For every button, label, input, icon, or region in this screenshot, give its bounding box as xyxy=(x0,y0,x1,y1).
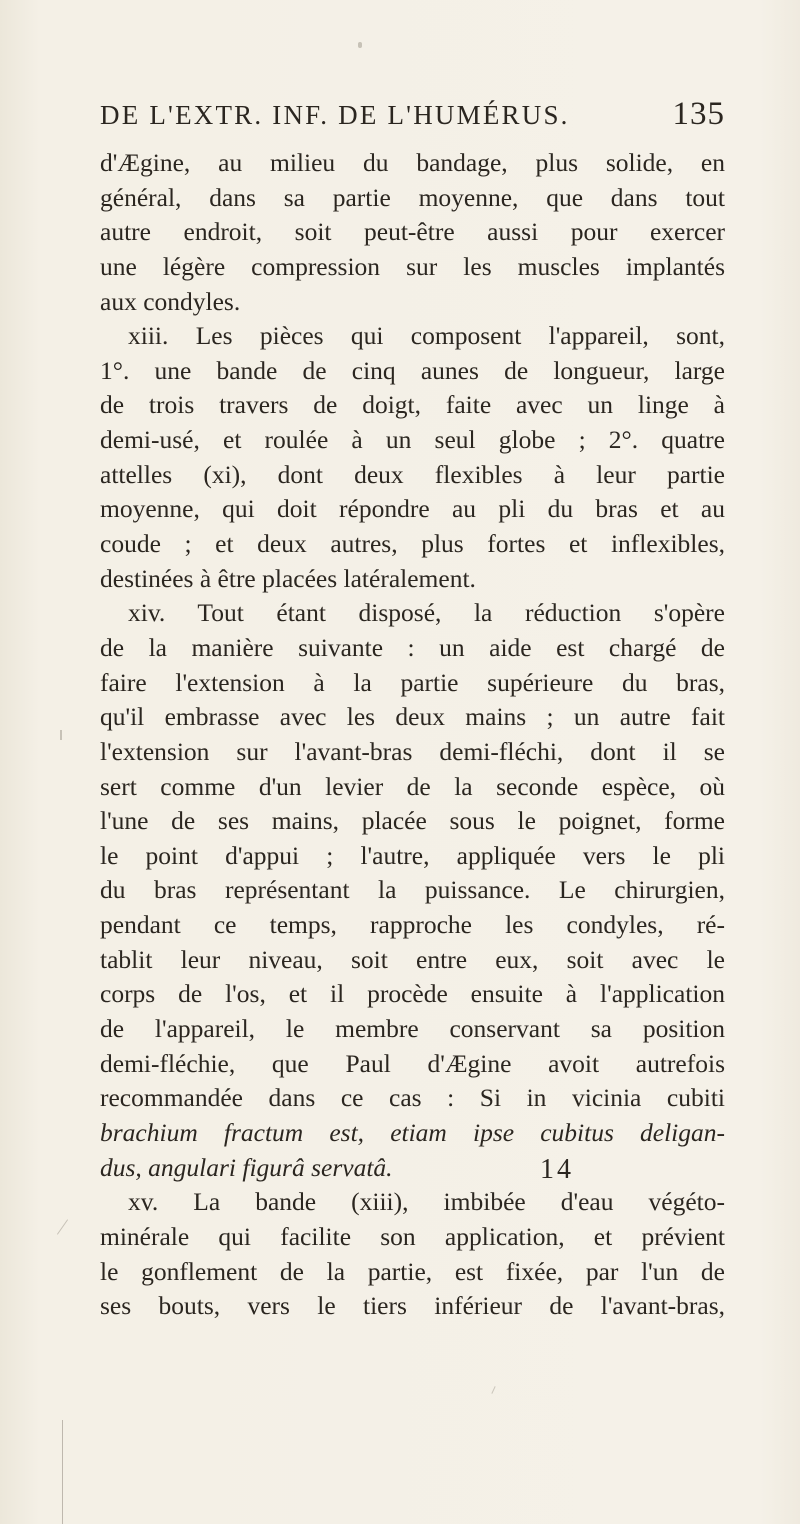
margin-tick xyxy=(60,730,62,740)
text-line: général, dans sa partie moyenne, que dans tout xyxy=(100,182,725,212)
text-line: pendant ce temps, rapproche les condyles, ré- xyxy=(100,910,725,940)
text-line: l'une de ses mains, placée sous le poignet, forme xyxy=(100,806,725,836)
text-line: coude ; et deux autres, plus fortes et inflexibles, xyxy=(100,529,725,559)
text-line: corps de l'os, et il procède ensuite à l'application xyxy=(100,979,725,1009)
text-line: d'Ægine, au milieu du bandage, plus solide, en xyxy=(100,148,725,177)
running-head-title: DE L'EXTR. INF. DE L'HUMÉRUS. xyxy=(100,100,570,130)
text-line-section-xv: xv. La bande (xiii), imbibée d'eau végéto- xyxy=(128,1187,725,1217)
text-line: attelles (xi), dont deux flexibles à leur partie xyxy=(100,459,725,489)
text-line: moyenne, qui doit répondre au pli du bras et au xyxy=(100,494,725,524)
ink-speck xyxy=(358,42,362,48)
ink-speck xyxy=(491,1386,495,1394)
text-line: faire l'extension à la partie supérieure du bras, xyxy=(100,667,725,697)
running-head xyxy=(100,96,725,140)
text-line: du bras représentant la puissance. Le chirurgien, xyxy=(100,875,725,905)
text-line: demi-fléchie, que Paul d'Ægine avoit autrefois xyxy=(100,1048,725,1078)
page-number: 135 xyxy=(672,96,725,132)
text-line: de l'appareil, le membre conservant sa position xyxy=(100,1014,725,1044)
text-line: de trois travers de doigt, faite avec un linge à xyxy=(100,390,725,420)
text-line: l'extension sur l'avant-bras demi-fléchi, dont il se xyxy=(100,736,725,766)
text-line: sert comme d'un levier de la seconde espèce, où xyxy=(100,771,725,801)
text-line: tablit leur niveau, soit entre eux, soit avec le xyxy=(100,944,725,974)
text-line-section-xiii: xiii. Les pièces qui composent l'appareil, sont, xyxy=(128,321,725,351)
text-line: qu'il embrasse avec les deux mains ; un autre fait xyxy=(100,702,725,732)
body-text xyxy=(100,146,725,1324)
binding-edge-line xyxy=(62,1420,63,1524)
text-line: aux condyles. xyxy=(100,286,241,316)
text-line-latin-quote: dus, angulari figurâ servatâ. xyxy=(100,1152,393,1182)
text-line-latin-quote: brachium fractum est, etiam ipse cubitus deligan- xyxy=(100,1117,725,1147)
text-line: ses bouts, vers le tiers inférieur de l'avant-bras, xyxy=(100,1291,725,1321)
text-line: minérale qui facilite son application, et prévient xyxy=(100,1221,725,1251)
text-line: autre endroit, soit peut-être aussi pour exercer xyxy=(100,217,725,247)
text-line: une légère compression sur les muscles implantés xyxy=(100,251,725,281)
text-line: demi-usé, et roulée à un seul globe ; 2°. quatre xyxy=(100,425,725,455)
text-line: le gonflement de la partie, est fixée, par l'un de xyxy=(100,1256,725,1286)
text-line: recommandée dans ce cas : Si in vicinia cubiti xyxy=(100,1083,725,1113)
signature-mark: 14 xyxy=(540,1154,574,1185)
text-line-section-xiv: xiv. Tout étant disposé, la réduction s'opère xyxy=(128,598,725,628)
text-line: de la manière suivante : un aide est chargé de xyxy=(100,632,725,662)
text-line: le point d'appui ; l'autre, appliquée vers le pli xyxy=(100,840,725,870)
margin-pencil-mark xyxy=(57,1219,68,1234)
text-line: 1°. une bande de cinq aunes de longueur, large xyxy=(100,355,725,385)
text-line: destinées à être placées latéralement. xyxy=(100,563,476,593)
